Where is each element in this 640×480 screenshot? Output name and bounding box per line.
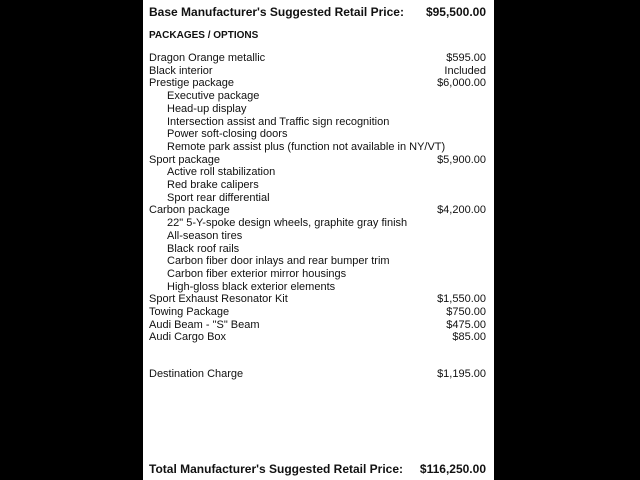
option-label: Intersection assist and Traffic sign recognition [167, 115, 390, 128]
option-label: Black interior [149, 64, 213, 77]
destination-value: $1,195.00 [437, 368, 486, 380]
option-label: Remote park assist plus (function not available in NY/VT) [167, 140, 446, 153]
option-label: High-gloss black exterior elements [167, 280, 336, 293]
option-label: Carbon fiber exterior mirror housings [167, 267, 347, 280]
base-price-row [149, 5, 486, 19]
option-label: Towing Package [149, 306, 230, 318]
section-heading [149, 29, 486, 43]
option-label: Active roll stabilization [167, 166, 276, 179]
option-label: Black roof rails [167, 242, 240, 255]
option-label: All-season tires [167, 229, 243, 242]
option-price: $750.00 [446, 306, 486, 318]
destination-row [149, 367, 486, 381]
total-price-row [149, 462, 486, 476]
option-label: Red brake calipers [167, 179, 259, 191]
option-label: Executive package [167, 90, 260, 103]
option-label: Sport Exhaust Resonator Kit [149, 293, 288, 306]
option-label: Sport rear differential [167, 191, 270, 204]
price-sheet [143, 0, 494, 480]
option-label: Power soft-closing doors [167, 128, 288, 141]
option-price: $6,000.00 [437, 77, 486, 90]
option-price: $5,900.00 [437, 153, 486, 166]
destination-label: Destination Charge [149, 368, 244, 380]
option-label: Dragon Orange metallic [149, 52, 266, 64]
total-price-label: Total Manufacturer's Suggested Retail Price: [149, 462, 404, 476]
option-row [149, 330, 486, 344]
option-label: Carbon fiber door inlays and rear bumper trim [167, 255, 390, 268]
option-label: Prestige package [149, 77, 234, 90]
option-label: Audi Cargo Box [149, 331, 227, 344]
option-label: 22" 5-Y-spoke design wheels, graphite gray finish [167, 217, 408, 230]
option-label: Carbon package [149, 204, 230, 217]
option-price: $595.00 [446, 52, 486, 64]
base-price-label: Base Manufacturer's Suggested Retail Price: [149, 5, 404, 19]
option-price: $475.00 [446, 318, 486, 331]
option-price: $85.00 [452, 331, 486, 344]
option-label: Head-up display [167, 102, 247, 115]
option-label: Sport package [149, 153, 220, 166]
option-label: Audi Beam - "S" Beam [149, 318, 260, 331]
option-price: Included [444, 64, 486, 77]
base-price-value: $95,500.00 [425, 5, 486, 19]
section-heading-label: PACKAGES / OPTIONS [149, 30, 259, 41]
total-price-value: $116,250.00 [419, 462, 486, 476]
option-price: $1,550.00 [437, 293, 486, 306]
option-price: $4,200.00 [437, 204, 486, 217]
